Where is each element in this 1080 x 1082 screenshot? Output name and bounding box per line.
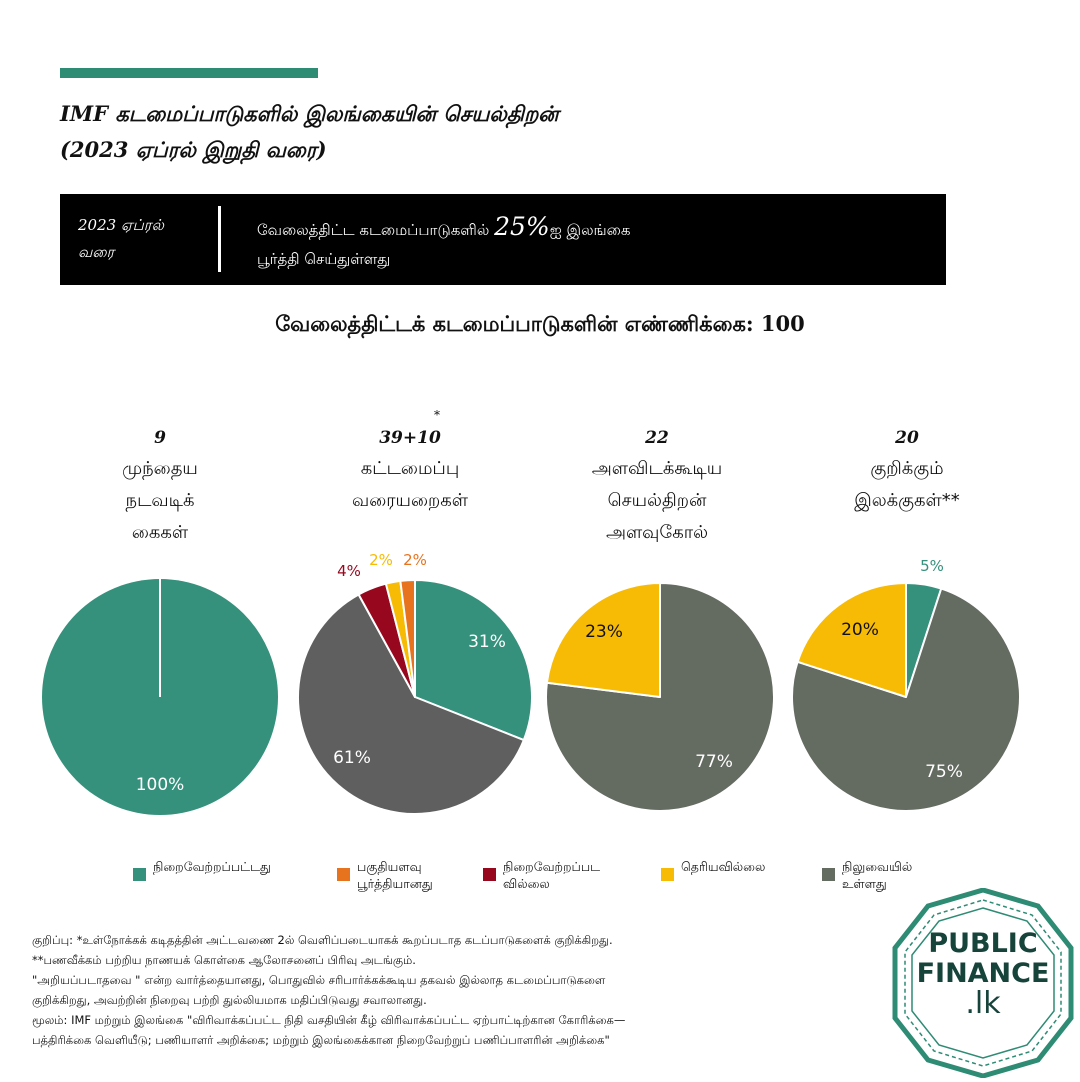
pie-data-label: 100% [135,775,185,795]
commitments-total-heading: வேலைத்திட்டக் கடமைப்பாடுகளின் எண்ணிக்கை: 100 [275,311,805,336]
legend-label-line: நிலுவையில் [842,859,913,874]
publicfinance-logo [888,888,1078,1082]
footnote-line: பத்திரிக்கை வெளியீடு; பணியாளர் அறிக்கை; மற்றும் இலங்கைக்கான நிறைவேற்றுப் பணிப்பாளரின் அறிக்கை" [32,1033,610,1047]
column-name-line: கட்டமைப்பு [360,458,460,479]
column-name-line: நடவடிக் [125,490,195,511]
legend-swatch [661,868,674,881]
footnote-line: குறிப்பு: *உள்நோக்கக் கடிதத்தின் அட்டவணை 2ல் வெளிப்படையாகக் கூறப்படாத கடப்பாடுகளைக் குறிக்கிறது. [32,933,613,947]
title-line-1: IMF கடமைப்பாடுகளில் இலங்கையின் செயல்திறன் [60,101,559,126]
legend-label-line: நிறைவேற்றப்பட்டது [153,859,271,874]
legend-label [357,858,433,892]
pie-data-label: 61% [333,748,371,768]
asterisk-marker: * [434,408,440,422]
legend-label [503,858,600,892]
column-count: 22 [645,428,669,448]
legend-label-line: பூர்த்தியானது [357,876,433,891]
column-count: 20 [895,428,919,448]
legend-label-line: தெரியவில்லை [681,859,766,874]
legend-label [681,858,765,875]
banner-percent: 25% [494,212,550,241]
legend-swatch [133,868,146,881]
footnote-line: குறிக்கிறது, அவற்றின் நிறைவு பற்றி துல்லியமாக மதிப்பிடுவது சவாலானது. [32,993,427,1007]
footnote-line: மூலம்: IMF மற்றும் இலங்கை "விரிவாக்கப்பட்ட நிதி வசதியின் கீழ் விரிவாக்கப்பட்ட ஏற்பாட்டிற்கான கோரிக்கை— [32,1013,626,1027]
column-name-line: அளவுகோல் [605,522,709,543]
legend-label [842,858,912,892]
legend-swatch [483,868,496,881]
pie-data-label: 2% [369,551,393,569]
column-name-line: அளவிடக்கூடிய [591,458,723,479]
pie-data-label: 77% [695,752,733,772]
footnotes [32,930,882,1050]
legend-swatch [337,868,350,881]
column-count: 39+10 [379,428,441,448]
banner-date-line-1: 2023 ஏப்ரல் [78,216,164,234]
logo-line-3: .lk [965,986,1001,1021]
column-count: 9 [154,428,166,448]
banner-date-line-2: வரை [78,243,115,261]
legend-label-line: வில்லை [503,876,550,891]
logo-line-2: FINANCE [916,958,1050,989]
banner-text-pre: வேலைத்திட்ட கடமைப்பாடுகளில் [257,221,495,239]
column-name-line: செயல்திறன் [607,490,707,511]
pie-data-label: 20% [841,620,879,640]
title-line-2: (2023 ஏப்ரல் இறுதி வரை) [60,137,327,162]
banner-text-post: ஐ இலங்கை [549,221,631,239]
column-name-line: முந்தைய [122,458,198,479]
legend-label-line: பகுதியளவு [357,859,422,874]
pie-data-label: 2% [403,551,427,569]
logo-line-1: PUBLIC [928,928,1038,959]
column-name-line: இலக்குகள்** [854,490,960,511]
column-name-line: கைகள் [131,522,189,543]
pie-data-label: 23% [585,622,623,642]
legend-swatch [822,868,835,881]
column-name-line: வரையறைகள் [351,490,469,511]
footnote-line: "அறியப்படாதவை " என்ற வார்த்தையானது, பொதுவில் சரிபார்க்கக்கூடிய தகவல் இல்லாத கடமைப்பாடுகளை [32,973,606,987]
legend-label [153,858,271,875]
pie-data-label: 4% [337,562,361,580]
banner-text-line-2: பூர்த்தி செய்துள்ளது [257,250,391,268]
pie-data-label: 5% [920,557,944,575]
footnote-line: **பணவீக்கம் பற்றிய நாணயக் கொள்கை ஆலோசனைப் பிரிவு அடங்கும். [32,953,416,967]
column-name-line: குறிக்கும் [870,458,944,479]
legend-label-line: உள்ளது [842,876,887,891]
pie-data-label: 31% [468,632,506,652]
pie-data-label: 75% [925,762,963,782]
legend-label-line: நிறைவேற்றப்பட [503,859,601,874]
